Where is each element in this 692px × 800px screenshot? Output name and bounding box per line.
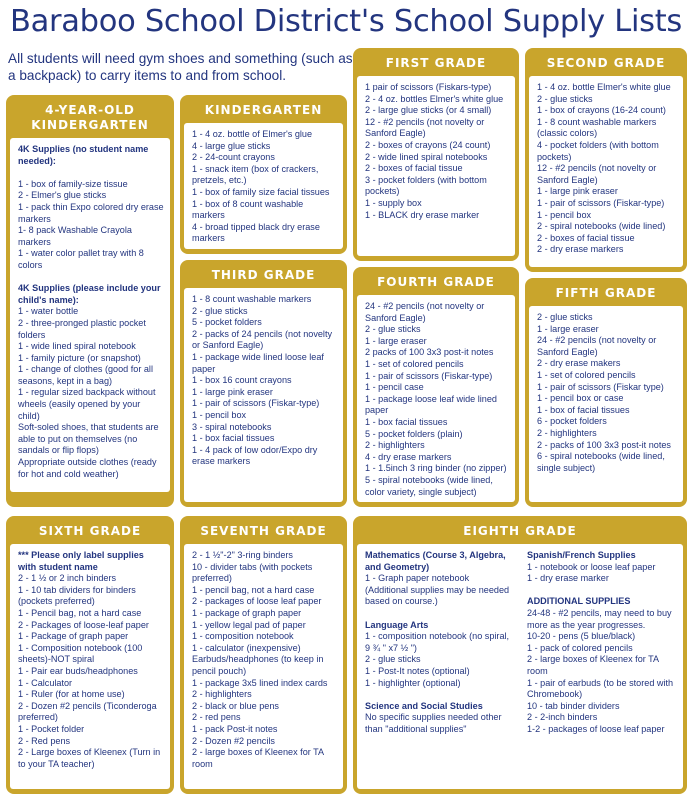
supply-item: 1 - pair of scissors (Fiskar type) [537, 381, 664, 392]
card-eighth-grade [353, 516, 687, 794]
supply-item: 1 - pack thin Expo colored dry erase markers [18, 201, 164, 224]
supply-item: 1 pair of scissors (Fiskars-type) [365, 82, 492, 92]
supply-item: 1 - pencil box or case [537, 393, 624, 404]
supply-item: 1 - change of clothes (good for all seasons, kept in a bag) [18, 364, 153, 386]
supply-item: 6 - spiral notebooks (wide lined, single subject) [537, 451, 665, 473]
supply-item: 1 - Pocket folder [18, 723, 85, 734]
supply-item: 2 - highlighters [365, 440, 425, 451]
supply-item: 1 - pair of earbuds (to be stored with Chromebook) [527, 677, 674, 700]
supply-item: 10-20 - pens (5 blue/black) [527, 631, 636, 642]
supply-item: 1 - family picture (or snapshot) [18, 352, 141, 363]
supply-item: 10 - divider tabs (with pockets preferred) [192, 561, 313, 584]
card-kindergarten [180, 95, 347, 254]
supply-item: 2 - boxes of crayons (24 count) [365, 139, 491, 150]
card-fourth-grade [353, 267, 519, 507]
supply-item: 1 - Package of graph paper [18, 631, 129, 642]
supply-item [527, 585, 677, 597]
supply-item: 1 - 4 oz. bottle Elmer's white glue [537, 82, 671, 92]
supply-item: 1 - box of family size facial tissues [192, 186, 330, 197]
card-heading: SEVENTH GRADE [200, 524, 327, 538]
supply-item: 2 - 4 oz. bottles Elmer's white glue [365, 93, 504, 104]
supply-item: 1 - 8 count washable markers (classic colors) [537, 116, 657, 139]
supply-item: 2 - Packages of loose-leaf paper [18, 619, 149, 630]
supply-item: 5 - pocket folders (plain) [365, 428, 463, 439]
supply-item: 12 - #2 pencils (not novelty or Sanford Eagle) [537, 163, 657, 185]
supply-item: 1 - pair of scissors (Fiskar-type) [192, 398, 320, 409]
supply-item: 1 - pack of colored pencils [527, 642, 633, 653]
supply-item: 2 - glue sticks [192, 305, 248, 316]
supply-item: 2 - glue sticks [537, 312, 593, 322]
supply-item: 24 - #2 pencils (not novelty or Sanford Eagle) [365, 301, 485, 323]
supply-list [357, 76, 515, 256]
supply-item: Language Arts [365, 619, 429, 630]
supply-item: 1 - large eraser [365, 335, 427, 346]
supply-item: 1 - 10 tab dividers for binders (pockets preferred) [18, 584, 136, 607]
supply-item: 2 - three-pronged plastic pocket folders [18, 317, 146, 340]
supply-item: 3 - spiral notebooks [192, 421, 272, 432]
supply-item: 4 - pocket folders (with bottom pockets) [537, 139, 659, 162]
supply-item: 2 - 1 ½ or 2 inch binders [18, 573, 117, 584]
supply-item [18, 167, 164, 179]
supply-item: 1 - Pair ear buds/headphones [18, 665, 138, 676]
supply-item: Earbuds/headphones (to keep in pencil pouch) [192, 654, 324, 676]
supply-item: 2 - highlighters [537, 427, 597, 438]
supply-item: 2 - Elmer's glue sticks [18, 190, 107, 201]
card-third-grade [180, 260, 347, 507]
supply-item: 1 - pencil case [365, 382, 424, 393]
supply-item: 1 - large pink eraser [537, 186, 618, 197]
supply-item: 1 - yellow legal pad of paper [192, 619, 306, 630]
supply-item: 2 - packs of 24 pencils (not novelty or Sanford Eagle) [192, 328, 333, 351]
supply-item: 4 - large glue sticks [192, 140, 271, 151]
supply-item: 2 - 24-count crayons [192, 152, 275, 163]
card-heading: FIRST GRADE [385, 56, 487, 70]
card-first-grade [353, 48, 519, 261]
supply-columns [357, 544, 683, 789]
card-heading: FIFTH GRADE [555, 286, 657, 300]
card-heading: FOURTH GRADE [377, 275, 495, 289]
supply-item: 2 - red pens [192, 712, 241, 723]
supply-item: 1 - box of crayons (16-24 count) [537, 105, 666, 116]
supply-item: 1 - 4 pack of low odor/Expo dry erase markers [192, 444, 318, 467]
supply-item: 1 - large eraser [537, 323, 599, 334]
supply-item [365, 689, 515, 701]
card-heading: EIGHTH GRADE [463, 524, 577, 538]
supply-item: 2 - large boxes of Kleenex for TA room [192, 747, 324, 769]
supply-item: 2 - 2-inch binders [527, 712, 598, 723]
supply-list [184, 123, 343, 249]
supply-item [18, 272, 164, 284]
card-second-grade [525, 48, 687, 272]
supply-item: 1 - composition notebook (no spiral, 9 ¾ " x7 ½ ") [365, 631, 510, 653]
supply-item: 2 - boxes of facial tissue [537, 232, 635, 243]
supply-item: 12 - #2 pencils (not novelty or Sanford Eagle) [365, 116, 485, 139]
supply-item: Soft-soled shoes, that students are able to put on themselves (no sandals or flip flops) [18, 422, 159, 456]
supply-item: 1 - box of family-size tissue [18, 178, 128, 189]
supply-item: 1 - supply box [365, 197, 422, 208]
supply-item: 1 - pencil bag, not a hard case [192, 584, 315, 595]
supply-item: 1 - wide lined spiral notebook [18, 341, 136, 352]
supply-list-left [365, 550, 515, 785]
supply-item: 1 - pencil box [537, 209, 592, 220]
supply-list [10, 544, 170, 789]
supply-item: 1 - pair of scissors (Fiskar-type) [365, 370, 493, 381]
supply-item: 1 - large pink eraser [192, 386, 273, 397]
card-heading: KINDERGARTEN [204, 103, 323, 117]
supply-item: 2 - 1 ½"-2" 3-ring binders [192, 550, 293, 560]
supply-item: 1- 8 pack Washable Crayola markers [18, 225, 132, 247]
supply-list [529, 76, 683, 267]
supply-item: 1 - Graph paper notebook [365, 573, 470, 584]
supply-item: 24-48 - #2 pencils, may need to buy more as the year progresses. [527, 607, 672, 630]
card-heading: 4-YEAR-OLD KINDERGARTEN [31, 103, 149, 132]
supply-item: *** Please only label supplies with student name [18, 550, 144, 572]
supply-item: 1 - calculator (inexpensive) [192, 642, 301, 653]
supply-item: 1 - set of colored pencils [537, 369, 636, 380]
page-title: Baraboo School District's School Supply Lists [10, 4, 682, 39]
supply-list [529, 306, 683, 502]
supply-item: 2 - dry erase makers [537, 358, 621, 369]
supply-item: 2 - spiral notebooks (wide lined) [537, 221, 666, 232]
supply-item: 1 - 1.5inch 3 ring binder (no zipper) [365, 463, 507, 474]
supply-item: 3 - pocket folders (with bottom pockets) [365, 174, 487, 197]
supply-item: 1 - pack Post-it notes [192, 723, 278, 734]
supply-item: ADDITIONAL SUPPLIES [527, 596, 631, 607]
supply-item: 1 - composition notebook [192, 631, 294, 642]
card-heading: SIXTH GRADE [38, 524, 142, 538]
supply-item: 2 - wide lined spiral notebooks [365, 151, 488, 162]
supply-item: 1 - set of colored pencils [365, 358, 464, 369]
supply-item: 2 - Dozen #2 pencils [192, 735, 275, 746]
supply-item [365, 608, 515, 620]
supply-item: Science and Social Studies [365, 700, 483, 711]
supply-item: 2 - glue sticks [365, 324, 421, 335]
supply-item: 1 - Calculator [18, 677, 73, 688]
supply-item: 1 - pencil box [192, 409, 247, 420]
supply-item: 5 - spiral notebooks (wide lined, color variety, single subject) [365, 474, 493, 497]
supply-item: 24 - #2 pencils (not novelty or Sanford Eagle) [537, 335, 657, 357]
supply-item: 1 - package wide lined loose leaf paper [192, 351, 324, 374]
supply-item: 2 - black or blue pens [192, 700, 279, 711]
supply-list [184, 288, 343, 502]
supply-item: 2 - Dozen #2 pencils (Ticonderoga preferred) [18, 700, 157, 723]
card-4k [6, 95, 174, 507]
supply-item: 2 - packs of 100 3x3 post-it notes [537, 439, 671, 450]
supply-item: 1 - 4 oz. bottle of Elmer's glue [192, 129, 313, 139]
supply-list [10, 138, 170, 492]
supply-item: 1 - package loose leaf wide lined paper [365, 393, 497, 416]
supply-item: 1 - dry erase marker [527, 573, 609, 584]
card-seventh-grade [180, 516, 347, 794]
supply-item: Mathematics (Course 3, Algebra, and Geometry) [365, 550, 506, 572]
supply-item: 4K Supplies (no student name needed): [18, 144, 149, 166]
supply-list [184, 544, 343, 789]
card-fifth-grade [525, 278, 687, 507]
supply-item: 1 - snack item (box of crackers, pretzels, etc.) [192, 163, 319, 186]
supply-item: 1 - box facial tissues [192, 433, 275, 444]
supply-item: 2 packs of 100 3x3 post-it notes [365, 347, 494, 358]
supply-item: 2 - Red pens [18, 735, 71, 746]
supply-item: 2 - glue sticks [537, 93, 593, 104]
supply-item: 4 - broad tipped black dry erase markers [192, 221, 320, 244]
supply-item: 2 - Large boxes of Kleenex (Turn in to your TA teacher) [18, 747, 161, 769]
supply-item: 1 - Ruler (for at home use) [18, 689, 125, 700]
supply-item: 4K Supplies (please include your child's name): [18, 283, 161, 305]
supply-item: 4 - dry erase markers [365, 451, 452, 462]
supply-item: 1 - pair of scissors (Fiskar-type) [537, 197, 665, 208]
supply-item: 1 - regular sized backpack without wheels (easily opened by your child) [18, 387, 156, 421]
supply-item: 1 - 8 count washable markers [192, 294, 312, 304]
supply-item: 1 - Pencil bag, not a hard case [18, 607, 142, 618]
supply-item: No specific supplies needed other than "additional supplies" [365, 712, 502, 734]
supply-item: 1 - water bottle [18, 306, 79, 317]
supply-item: 1 - water color pallet tray with 8 colors [18, 248, 144, 270]
supply-item: 1-2 - packages of loose leaf paper [527, 723, 665, 734]
supply-item: 5 - pocket folders [192, 317, 262, 328]
supply-item: 1 - Composition notebook (100 sheets)-NOT spiral [18, 642, 143, 665]
supply-item: 1 - box of 8 count washable markers [192, 198, 304, 221]
supply-item: Appropriate outside clothes (ready for hot and cold weather) [18, 457, 157, 479]
card-heading: THIRD GRADE [211, 268, 316, 282]
intro-text: All students will need gym shoes and something (such as a backpack) to carry items to and from school. [8, 51, 353, 83]
supply-item: 1 - box facial tissues [365, 416, 448, 427]
supply-item: 2 - glue sticks [365, 654, 421, 665]
supply-list-right [527, 550, 677, 785]
supply-item: 1 - notebook or loose leaf paper [527, 561, 656, 572]
supply-item: 1 - BLACK dry erase marker [365, 209, 480, 220]
supply-item: 1 - box of facial tissues [537, 404, 630, 415]
supply-item: 2 - boxes of facial tissue [365, 163, 463, 174]
supply-item: 10 - tab binder dividers [527, 700, 620, 711]
supply-item: 2 - large glue sticks (or 4 small) [365, 105, 492, 116]
supply-item: 1 - box 16 count crayons [192, 375, 292, 386]
card-sixth-grade [6, 516, 174, 794]
card-heading: SECOND GRADE [546, 56, 666, 70]
supply-item: 1 - highlighter (optional) [365, 677, 461, 688]
supply-item: 1 - package 3x5 lined index cards [192, 677, 328, 688]
supply-item: 2 - large boxes of Kleenex for TA room [527, 654, 659, 676]
supply-item: (Additional supplies may be needed based on course.) [365, 584, 510, 607]
supply-item: 1 - package of graph paper [192, 607, 302, 618]
supply-item: 2 - highlighters [192, 689, 252, 700]
supply-item: 2 - packages of loose leaf paper [192, 596, 322, 607]
supply-item: 2 - dry erase markers [537, 244, 624, 255]
supply-item: 6 - pocket folders [537, 416, 607, 427]
supply-list [357, 295, 515, 502]
supply-item: Spanish/French Supplies [527, 550, 636, 560]
supply-item: 1 - Post-It notes (optional) [365, 665, 470, 676]
